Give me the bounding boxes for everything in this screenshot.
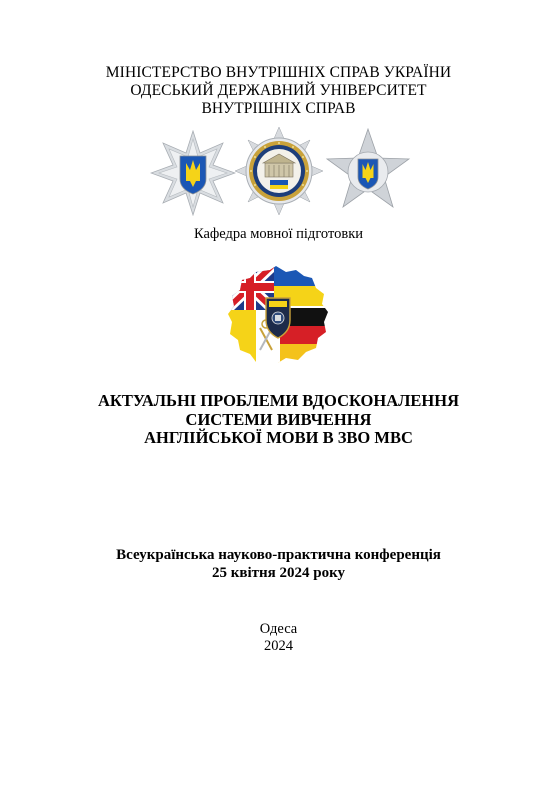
police-star-emblem-icon	[150, 130, 236, 216]
city: Одеса	[259, 621, 298, 637]
police-star-emblem-icon	[324, 128, 412, 216]
header-line-university-cont: ВНУТРІШНІХ СПРАВ	[201, 100, 356, 117]
department-name: Кафедра мовної підготовки	[193, 226, 364, 242]
flags-map-logo-icon	[226, 264, 330, 368]
title-line-1: АКТУАЛЬНІ ПРОБЛЕМИ ВДОСКОНАЛЕННЯ	[97, 391, 460, 410]
year: 2024	[264, 638, 293, 654]
header-line-ministry: МІНІСТЕРСТВО ВНУТРІШНІХ СПРАВ УКРАЇНИ	[105, 64, 452, 81]
place-and-year	[0, 621, 557, 655]
ministry-header	[0, 64, 557, 118]
title-line-2: СИСТЕМИ ВИВЧЕННЯ	[185, 409, 372, 429]
header-line-university: ОДЕСЬКИЙ ДЕРЖАВНИЙ УНІВЕРСИТЕТ	[130, 82, 427, 99]
event-date: 25 квітня 2024 року	[211, 565, 346, 581]
event-info	[0, 546, 557, 582]
title-line-3: АНГЛІЙСЬКОЇ МОВИ В ЗВО МВС	[144, 428, 413, 447]
university-seal-icon	[234, 126, 324, 216]
emblems-row	[0, 126, 557, 218]
event-type: Всеукраїнська науково-практична конференція	[116, 547, 441, 563]
conference-title	[0, 392, 557, 448]
